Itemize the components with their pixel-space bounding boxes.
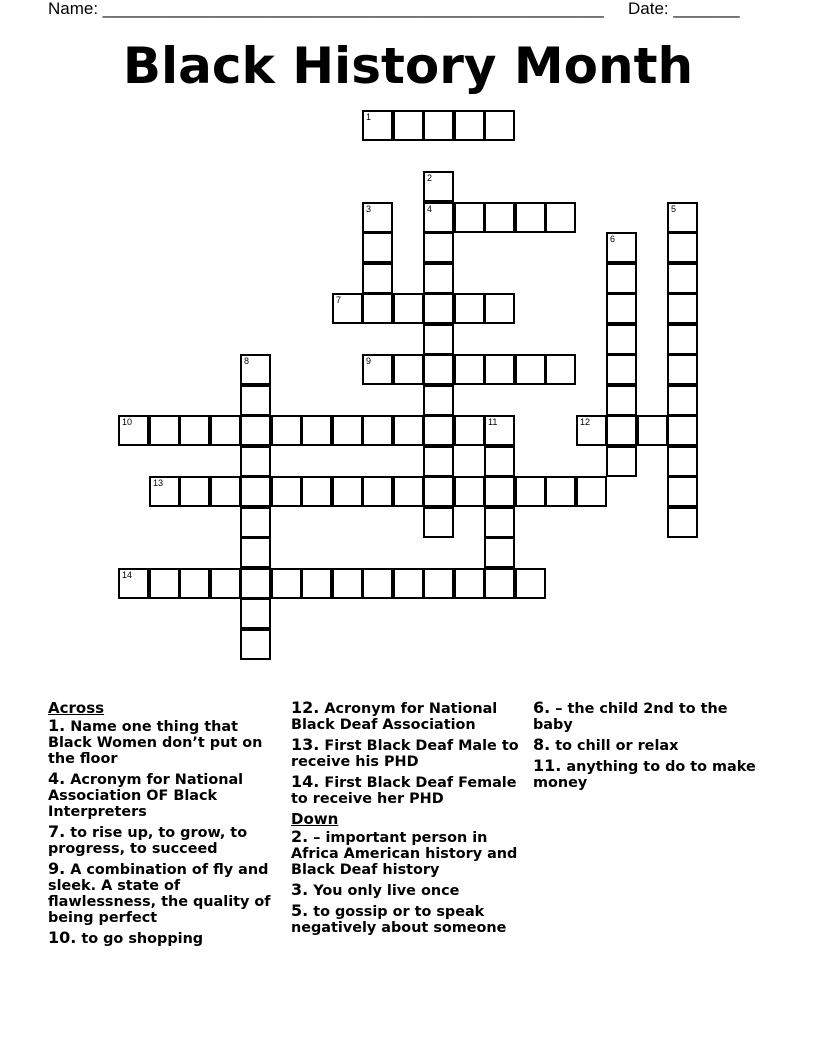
grid-cell[interactable] [179, 476, 210, 507]
grid-cell[interactable] [393, 110, 424, 141]
grid-cell[interactable] [393, 354, 424, 385]
grid-cell[interactable] [454, 202, 485, 233]
grid-cell[interactable] [484, 476, 515, 507]
grid-cell[interactable] [240, 415, 271, 446]
grid-cell[interactable] [667, 202, 698, 233]
grid-cell[interactable] [362, 110, 393, 141]
grid-cell[interactable] [423, 171, 454, 202]
grid-cell[interactable] [606, 385, 637, 416]
grid-cell[interactable] [179, 415, 210, 446]
grid-cell[interactable] [240, 385, 271, 416]
grid-cell[interactable] [637, 415, 668, 446]
date-field-label[interactable]: Date: _______ [628, 0, 740, 18]
clue-number: 2 [427, 173, 433, 183]
clue-number: 4 [427, 204, 433, 214]
clue-number: 5 [671, 204, 677, 214]
grid-cell[interactable] [606, 415, 637, 446]
grid-cell[interactable] [423, 446, 454, 477]
grid-cell[interactable] [484, 354, 515, 385]
grid-cell[interactable] [484, 446, 515, 477]
grid-cell[interactable] [454, 110, 485, 141]
grid-cell[interactable] [240, 354, 271, 385]
page-title: Black History Month [122, 37, 694, 95]
grid-cell[interactable] [667, 293, 698, 324]
grid-cell[interactable] [332, 568, 363, 599]
grid-cell[interactable] [149, 568, 180, 599]
grid-cell[interactable] [301, 476, 332, 507]
grid-cell[interactable] [667, 476, 698, 507]
clue-number: 3 [366, 204, 372, 214]
name-field-label[interactable]: Name: _____________________________________________________ [48, 0, 604, 18]
clue-across-10: 10. to go shopping [48, 928, 204, 947]
clue-down-11: 11. anything to do to make money [533, 756, 756, 791]
grid-cell[interactable] [423, 385, 454, 416]
clues-column-2 [291, 700, 527, 940]
grid-cell[interactable] [118, 415, 149, 446]
clue-down-6: 6. – the child 2nd to the baby [533, 698, 728, 733]
clue-number: 8 [244, 356, 250, 366]
grid-cell[interactable] [606, 324, 637, 355]
grid-cell[interactable] [576, 415, 607, 446]
grid-cell[interactable] [332, 293, 363, 324]
grid-cell[interactable] [362, 202, 393, 233]
grid-cell[interactable] [240, 476, 271, 507]
grid-cell[interactable] [606, 263, 637, 294]
grid-cell[interactable] [240, 568, 271, 599]
clue-down-5: 5. to gossip or to speak negatively about someone [291, 901, 507, 936]
clue-across-14: 14. First Black Deaf Female to receive her PHD [291, 772, 517, 807]
grid-cell[interactable] [393, 415, 424, 446]
grid-cell[interactable] [362, 293, 393, 324]
grid-cell[interactable] [423, 415, 454, 446]
grid-cell[interactable] [362, 232, 393, 263]
grid-cell[interactable] [271, 568, 302, 599]
grid-cell[interactable] [423, 476, 454, 507]
clue-across-12: 12. Acronym for National Black Deaf Association [291, 698, 498, 733]
grid-cell[interactable] [362, 415, 393, 446]
clue-number: 11 [488, 417, 498, 427]
grid-cell[interactable] [484, 537, 515, 568]
grid-cell[interactable] [606, 354, 637, 385]
grid-cell[interactable] [545, 476, 576, 507]
clues-column-1 [48, 700, 284, 951]
grid-cell[interactable] [454, 476, 485, 507]
grid-cell[interactable] [149, 476, 180, 507]
clue-across-13: 13. First Black Deaf Male to receive his PHD [291, 735, 519, 770]
clue-down-3: 3. You only live once [291, 880, 460, 899]
grid-cell[interactable] [210, 568, 241, 599]
grid-cell[interactable] [454, 415, 485, 446]
clue-across-7: 7. to rise up, to grow, to progress, to succeed [48, 822, 248, 857]
grid-cell[interactable] [423, 232, 454, 263]
grid-cell[interactable] [484, 415, 515, 446]
grid-cell[interactable] [667, 263, 698, 294]
grid-cell[interactable] [240, 507, 271, 538]
grid-cell[interactable] [515, 202, 546, 233]
clue-number: 6 [610, 234, 616, 244]
grid-cell[interactable] [362, 568, 393, 599]
grid-cell[interactable] [484, 202, 515, 233]
grid-cell[interactable] [332, 476, 363, 507]
grid-cell[interactable] [423, 354, 454, 385]
grid-cell[interactable] [667, 232, 698, 263]
grid-cell[interactable] [667, 385, 698, 416]
grid-cell[interactable] [667, 354, 698, 385]
grid-cell[interactable] [393, 476, 424, 507]
grid-cell[interactable] [576, 476, 607, 507]
grid-cell[interactable] [484, 568, 515, 599]
grid-cell[interactable] [240, 598, 271, 629]
grid-cell[interactable] [454, 354, 485, 385]
grid-cell[interactable] [454, 568, 485, 599]
grid-cell[interactable] [423, 568, 454, 599]
grid-cell[interactable] [362, 476, 393, 507]
clue-number: 7 [336, 295, 342, 305]
grid-cell[interactable] [484, 110, 515, 141]
grid-cell[interactable] [667, 415, 698, 446]
clue-number: 12 [580, 417, 591, 427]
grid-cell[interactable] [423, 202, 454, 233]
clue-number: 14 [122, 570, 133, 580]
grid-cell[interactable] [545, 202, 576, 233]
clue-number: 9 [366, 356, 372, 366]
grid-cell[interactable] [423, 507, 454, 538]
grid-cell[interactable] [515, 354, 546, 385]
grid-cell[interactable] [423, 263, 454, 294]
grid-cell[interactable] [515, 476, 546, 507]
grid-cell[interactable] [393, 293, 424, 324]
grid-cell[interactable] [149, 415, 180, 446]
grid-cell[interactable] [362, 263, 393, 294]
grid-cell[interactable] [301, 415, 332, 446]
clues-column-3 [533, 700, 769, 795]
grid-cell[interactable] [118, 568, 149, 599]
clue-down-2: 2. – important person in Africa American history and Black Deaf history [291, 827, 518, 878]
clue-down-8: 8. to chill or relax [533, 735, 679, 754]
grid-cell[interactable] [515, 568, 546, 599]
grid-cell[interactable] [484, 293, 515, 324]
grid-cell[interactable] [423, 324, 454, 355]
grid-cell[interactable] [210, 476, 241, 507]
grid-cell[interactable] [179, 568, 210, 599]
grid-cell[interactable] [484, 507, 515, 538]
clue-number: 13 [153, 478, 164, 488]
grid-cell[interactable] [210, 415, 241, 446]
grid-cell[interactable] [362, 354, 393, 385]
grid-cell[interactable] [240, 446, 271, 477]
grid-cell[interactable] [271, 476, 302, 507]
down-heading: Down [291, 810, 339, 828]
clue-number: 10 [122, 417, 133, 427]
grid-cell[interactable] [240, 629, 271, 660]
grid-cell[interactable] [667, 446, 698, 477]
clue-across-1: 1. Name one thing that Black Women don’t put on the floor [48, 716, 263, 767]
grid-cell[interactable] [423, 110, 454, 141]
across-heading: Across [48, 699, 105, 717]
grid-cell[interactable] [301, 568, 332, 599]
clue-across-4: 4. Acronym for National Association OF Black Interpreters [48, 769, 244, 820]
grid-cell[interactable] [667, 507, 698, 538]
grid-cell[interactable] [667, 324, 698, 355]
grid-cell[interactable] [545, 354, 576, 385]
grid-cell[interactable] [606, 293, 637, 324]
grid-cell[interactable] [606, 232, 637, 263]
grid-cell[interactable] [393, 568, 424, 599]
grid-cell[interactable] [271, 415, 302, 446]
grid-cell[interactable] [606, 446, 637, 477]
grid-cell[interactable] [332, 415, 363, 446]
grid-cell[interactable] [423, 293, 454, 324]
grid-cell[interactable] [454, 293, 485, 324]
clue-number: 1 [366, 112, 372, 122]
clue-across-9: 9. A combination of fly and sleek. A state of flawlessness, the quality of being perfect [48, 859, 271, 926]
grid-cell[interactable] [240, 537, 271, 568]
